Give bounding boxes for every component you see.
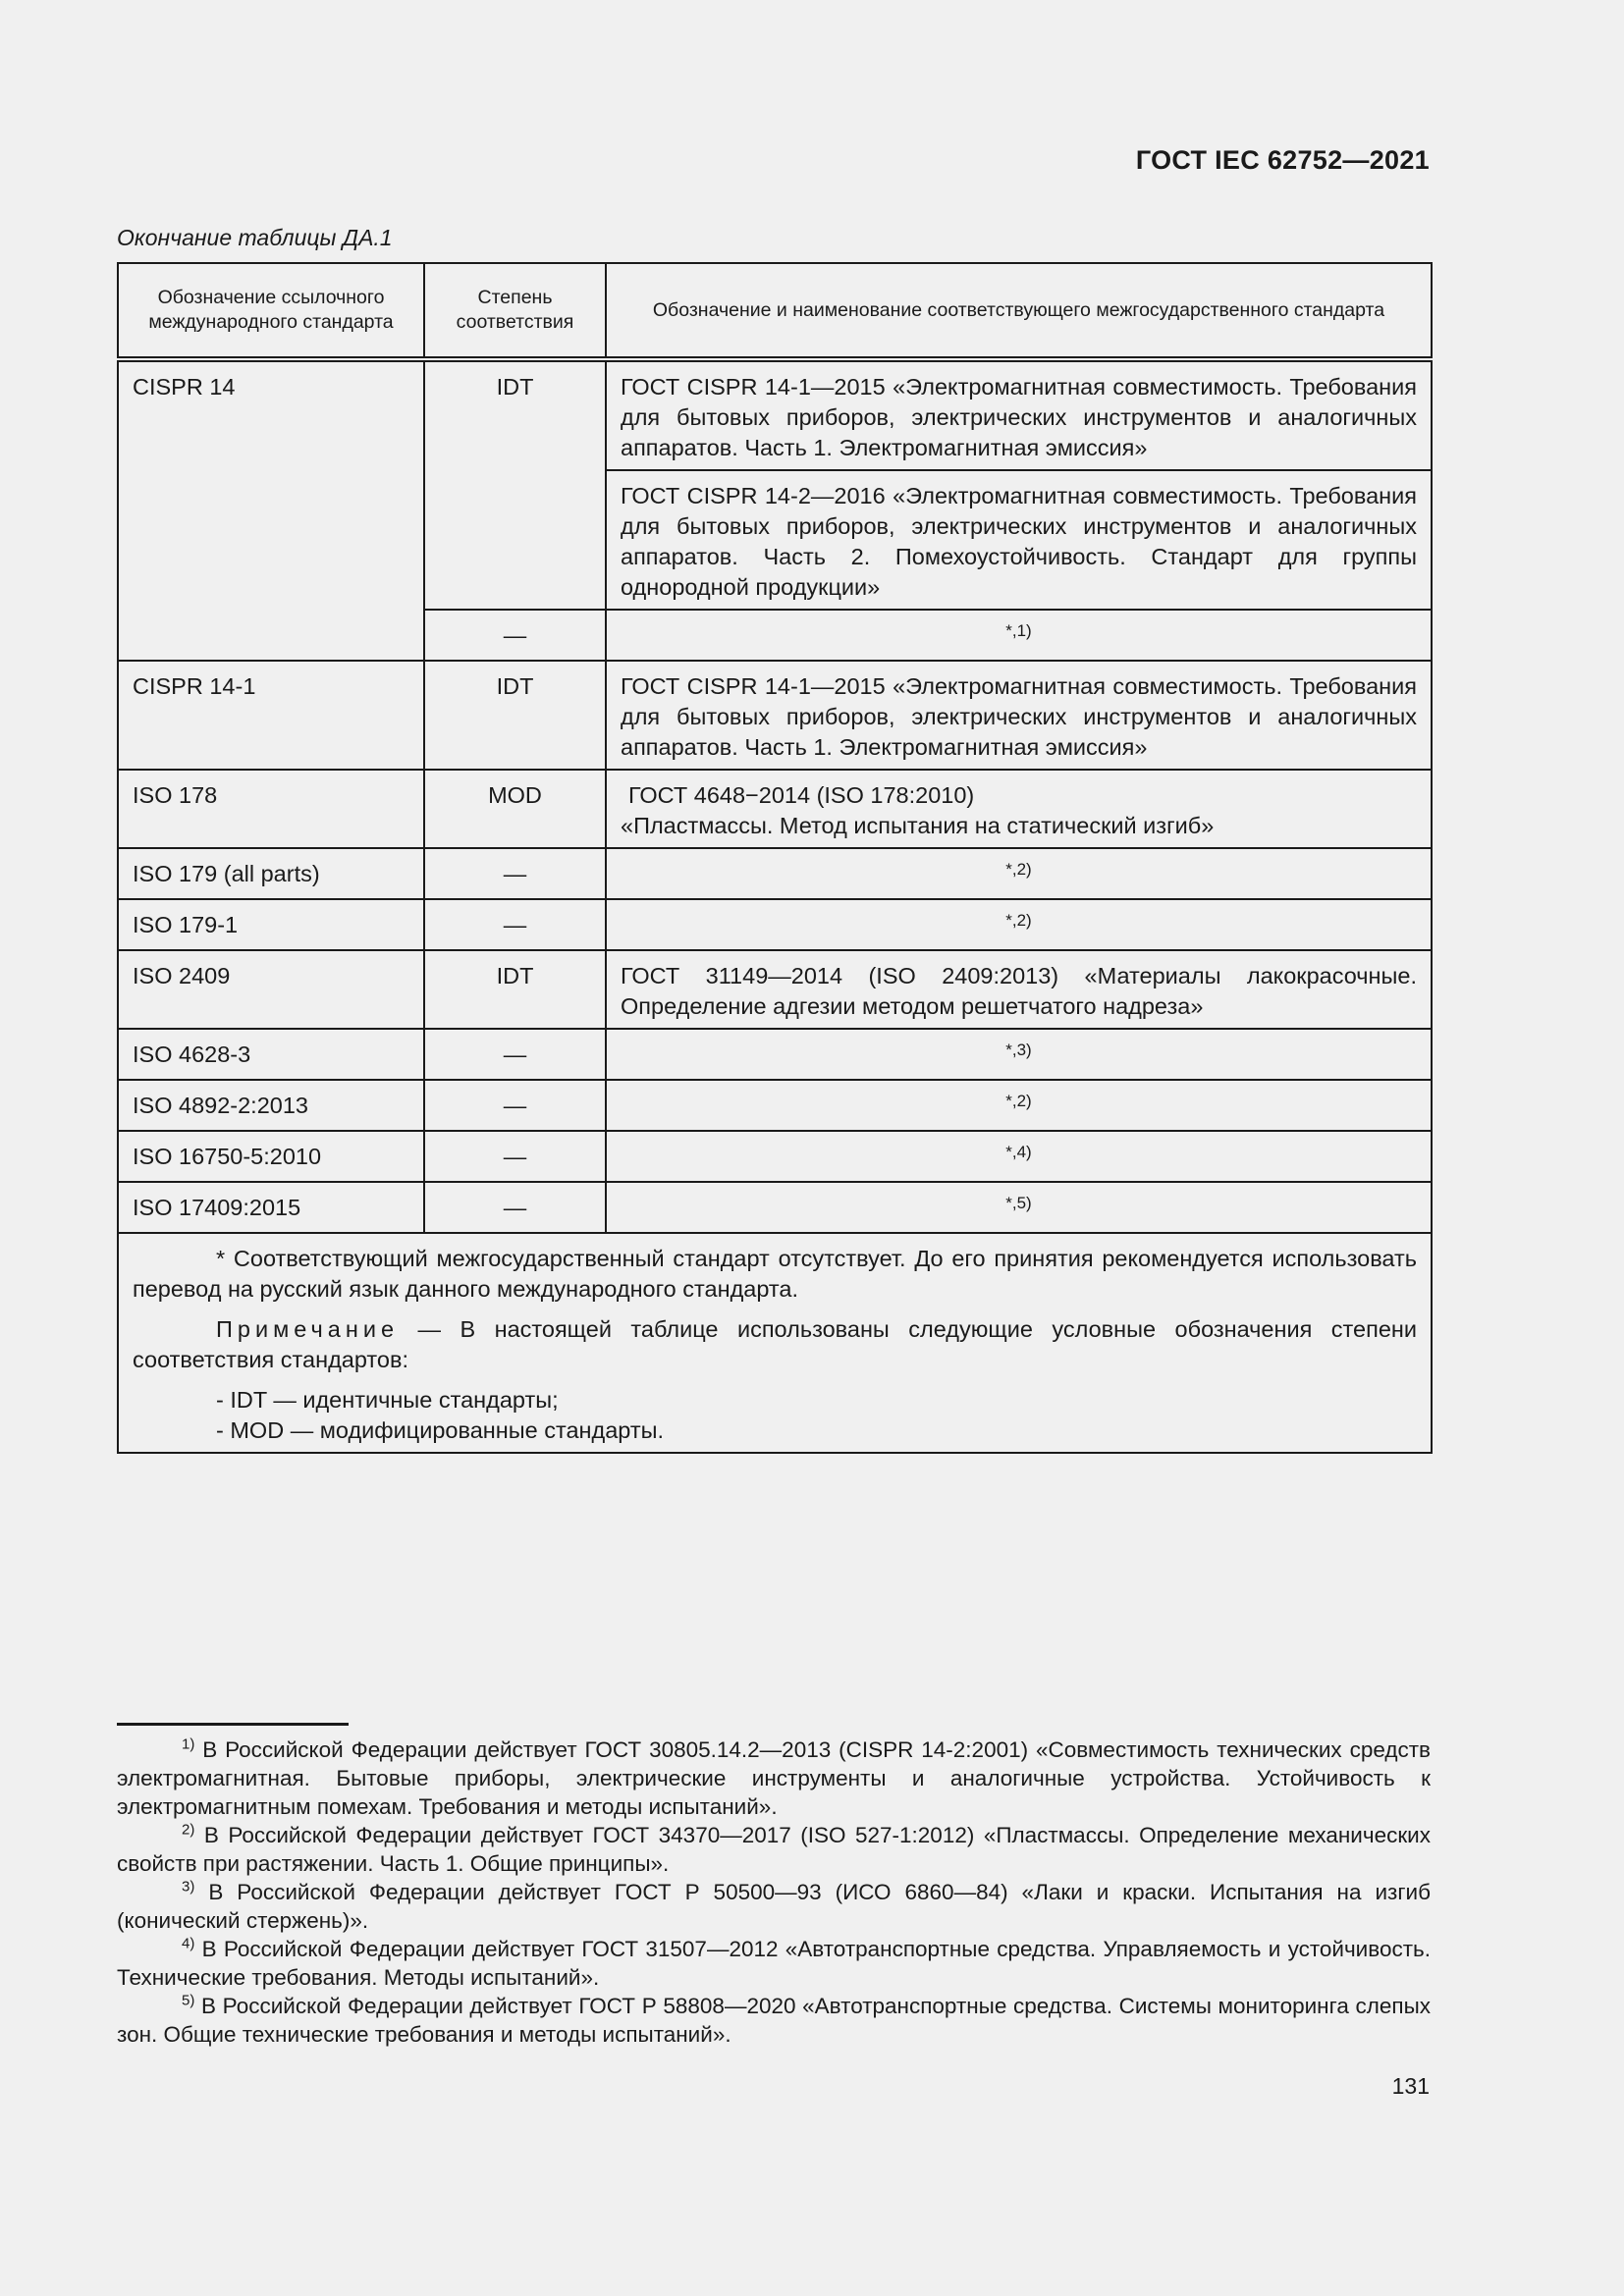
ref-cell: ISO 4892-2:2013 [118, 1080, 424, 1131]
header-interstate-standard: Обозначение и наименование соответствующего межгосударственного стандарта [606, 263, 1432, 359]
header-reference-standard: Обозначение ссылочного международного стандарта [118, 263, 424, 359]
ref-cell: ISO 4628-3 [118, 1029, 424, 1080]
ref-cell: ISO 178 [118, 770, 424, 848]
standard-line: «Пластмассы. Метод испытания на статический изгиб» [621, 813, 1215, 838]
footnote-5 [117, 1992, 1431, 2049]
footnote-text: В Российской Федерации действует ГОСТ 31507—2012 «Автотранспортные средства. Управляемость и устойчивость. Технические требования. Методы испытаний». [117, 1937, 1431, 1990]
table-notes [118, 1233, 1432, 1453]
ref-cell: ISO 16750-5:2010 [118, 1131, 424, 1182]
footnote-mark: 1) [182, 1735, 195, 1753]
footnote-ref-cell: *,3) [606, 1029, 1432, 1080]
standard-cell: ГОСТ CISPR 14-1—2015 «Электромагнитная совместимость. Требования для бытовых приборов, электрических инструментов и аналогичных аппаратов. Часть 1. Электромагнитная эмиссия» [606, 359, 1432, 470]
header-degree: Степень соответствия [424, 263, 606, 359]
table-row [118, 661, 1432, 770]
footnote-text: В Российской Федерации действует ГОСТ Р 58808—2020 «Автотранспортные средства. Системы мониторинга слепых зон. Общие технические требования и методы испытаний». [117, 1994, 1431, 2047]
table-row [118, 1182, 1432, 1233]
footnote-1 [117, 1735, 1431, 1821]
degree-cell: — [424, 1029, 606, 1080]
footnote-ref-cell: *,4) [606, 1131, 1432, 1182]
footnote-text: В Российской Федерации действует ГОСТ 30805.14.2—2013 (CISPR 14-2:2001) «Совместимость технических средств электромагнитная. Бытовые приборы, электрические инструменты и аналогичные устройства. Устойчивость к электромагнитным помехам. Требования и методы испытаний». [117, 1737, 1431, 1819]
degree-cell: — [424, 1080, 606, 1131]
footnote-mark: 4) [182, 1935, 195, 1952]
table-row [118, 770, 1432, 848]
footnote-separator [117, 1723, 349, 1726]
asterisk-note: * Соответствующий межгосударственный стандарт отсутствует. До его принятия рекомендуется использовать перевод на русский язык данного международного стандарта. [133, 1246, 1417, 1302]
legend-item-idt: - IDT — идентичные стандарты; [216, 1387, 559, 1413]
note-text: — В настоящей таблице использованы следующие условные обозначения степени соответствия стандартов: [133, 1316, 1417, 1372]
legend-item-mod: - MOD — модифицированные стандарты. [216, 1417, 665, 1443]
footnote-mark: 3) [182, 1878, 195, 1896]
standard-line: ГОСТ 4648−2014 (ISO 178:2010) [628, 782, 975, 808]
note-paragraph [133, 1314, 1417, 1375]
degree-cell: — [424, 899, 606, 950]
reference-standards-table [117, 262, 1433, 1454]
footnote-2 [117, 1821, 1431, 1878]
table-row [118, 1080, 1432, 1131]
table-row [118, 950, 1432, 1029]
standard-cell: ГОСТ CISPR 14-2—2016 «Электромагнитная совместимость. Требования для бытовых приборов, электрических инструментов и аналогичных аппаратов. Часть 2. Помехоустойчивость. Стандарт для группы однородной продукции» [606, 470, 1432, 610]
table-row [118, 359, 1432, 470]
footnote-ref-cell: *,2) [606, 1080, 1432, 1131]
note-label: Примечание [216, 1316, 400, 1342]
ref-cell: CISPR 14-1 [118, 661, 424, 770]
footnote-ref-cell: *,1) [606, 610, 1432, 661]
page-number: 131 [1391, 2073, 1430, 2099]
ref-cell: ISO 2409 [118, 950, 424, 1029]
degree-cell: IDT [424, 661, 606, 770]
ref-cell: CISPR 14 [118, 359, 424, 661]
standard-cell [606, 770, 1432, 848]
footnote-ref-cell: *,5) [606, 1182, 1432, 1233]
table-row [118, 1131, 1432, 1182]
footnote-ref-cell: *,2) [606, 848, 1432, 899]
standard-cell: ГОСТ CISPR 14-1—2015 «Электромагнитная совместимость. Требования для бытовых приборов, электрических инструментов и аналогичных аппаратов. Часть 1. Электромагнитная эмиссия» [606, 661, 1432, 770]
table-row [118, 899, 1432, 950]
degree-cell: — [424, 610, 606, 661]
table-caption: Окончание таблицы ДА.1 [117, 225, 393, 250]
footnote-mark: 2) [182, 1821, 195, 1839]
document-designation: ГОСТ IEC 62752—2021 [1135, 145, 1430, 175]
ref-cell: ISO 179-1 [118, 899, 424, 950]
degree-cell: IDT [424, 359, 606, 610]
table-row [118, 848, 1432, 899]
table-header-row [118, 263, 1432, 359]
footnote-text: В Российской Федерации действует ГОСТ 34370—2017 (ISO 527-1:2012) «Пластмассы. Определение механических свойств при растяжении. Часть 1. Общие принципы». [117, 1823, 1431, 1876]
degree-cell: MOD [424, 770, 606, 848]
footnote-ref-cell: *,2) [606, 899, 1432, 950]
footnote-3 [117, 1878, 1431, 1935]
degree-cell: IDT [424, 950, 606, 1029]
footnote-text: В Российской Федерации действует ГОСТ Р 50500—93 (ИСО 6860—84) «Лаки и краски. Испытания на изгиб (конический стержень)». [117, 1880, 1431, 1933]
table-notes-row [118, 1233, 1432, 1453]
ref-cell: ISO 179 (all parts) [118, 848, 424, 899]
degree-cell: — [424, 1131, 606, 1182]
footnote-mark: 5) [182, 1992, 195, 2009]
footnote-4 [117, 1935, 1431, 1992]
degree-cell: — [424, 1182, 606, 1233]
table-row [118, 1029, 1432, 1080]
degree-cell: — [424, 848, 606, 899]
footnotes [117, 1735, 1431, 2049]
standard-cell: ГОСТ 31149—2014 (ISO 2409:2013) «Материалы лакокрасочные. Определение адгезии методом решетчатого надреза» [606, 950, 1432, 1029]
ref-cell: ISO 17409:2015 [118, 1182, 424, 1233]
